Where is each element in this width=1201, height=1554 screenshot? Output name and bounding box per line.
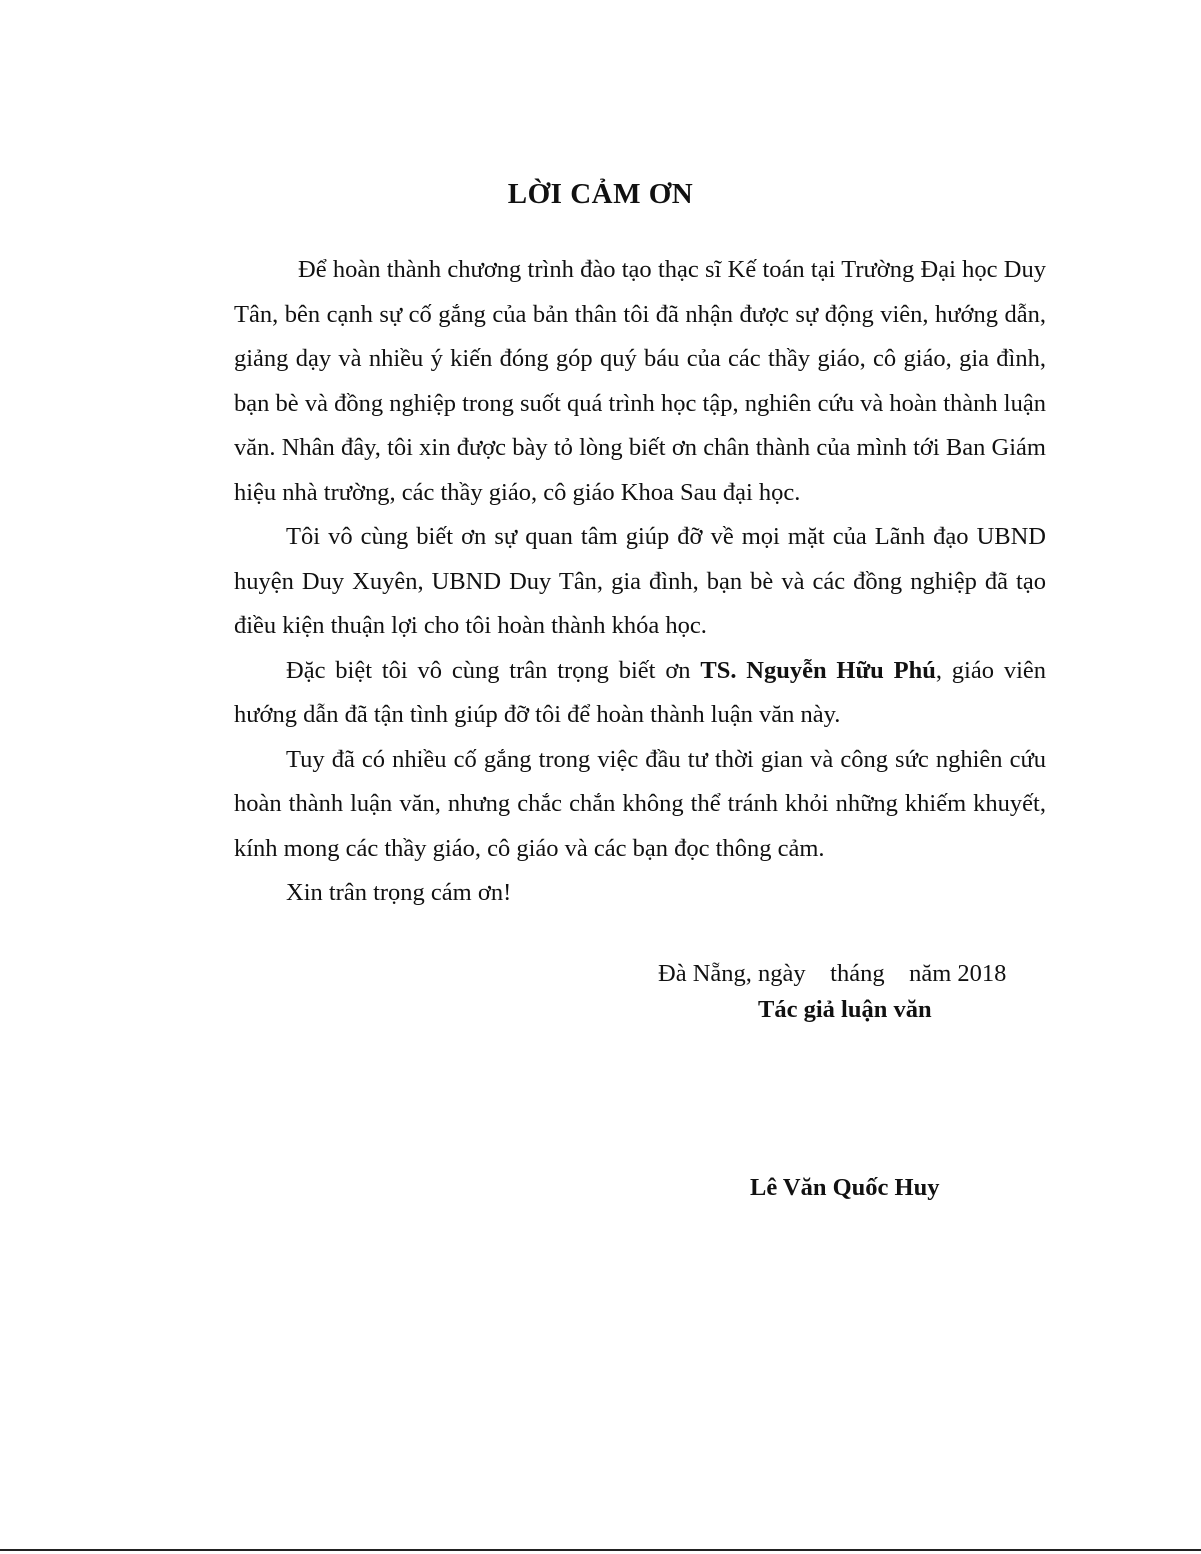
page-bottom-divider xyxy=(0,1549,1201,1551)
paragraph-3-lead: Đặc biệt tôi vô cùng trân trọng biết ơn xyxy=(286,656,701,684)
paragraph-4: Tuy đã có nhiều cố gắng trong việc đầu tư thời gian và công sức nghiên cứu hoàn thành luận văn, nhưng chắc chắn không thể tránh khỏi những khiếm khuyết, kính mong các thầy giáo, cô giáo và các bạn đọc thông cảm. xyxy=(234,745,1046,862)
acknowledgement-body xyxy=(234,248,1046,916)
page-title: LỜI CẢM ƠN xyxy=(507,178,694,210)
advisor-name: TS. Nguyễn Hữu Phú xyxy=(700,656,936,684)
paragraph-3-tail: , giáo viên hướng dẫn đã tận tình giúp đỡ tôi để hoàn thành luận văn này. xyxy=(234,656,1046,728)
paragraph-5: Xin trân trọng cám ơn! xyxy=(286,879,512,906)
paragraph-1: Để hoàn thành chương trình đào tạo thạc sĩ Kế toán tại Trường Đại học Duy Tân, bên cạnh sự cố gắng của bản thân tôi đã nhận được sự động viên, hướng dẫn, giảng dạy và nhiều ý kiến đóng góp quý báu của các thầy giáo, cô giáo, gia đình, bạn bè và đồng nghiệp trong suốt quá trình học tập, nghiên cứu và hoàn thành luận văn. Nhân đây, tôi xin được bày tỏ lòng biết ơn chân thành của mình tới Ban Giám hiệu nhà trường, các thầy giáo, cô giáo Khoa Sau đại học. xyxy=(234,256,1046,506)
author-name: Lê Văn Quốc Huy xyxy=(750,1174,940,1201)
paragraph-2: Tôi vô cùng biết ơn sự quan tâm giúp đỡ về mọi mặt của Lãnh đạo UBND huyện Duy Xuyên, UBND Duy Tân, gia đình, bạn bè và các đồng nghiệp đã tạo điều kiện thuận lợi cho tôi hoàn thành khóa học. xyxy=(234,523,1046,639)
paragraph-3 xyxy=(234,649,1046,738)
date-line: Đà Nẵng, ngày tháng năm 2018 xyxy=(658,960,1007,987)
author-label: Tác giả luận văn xyxy=(758,996,932,1023)
